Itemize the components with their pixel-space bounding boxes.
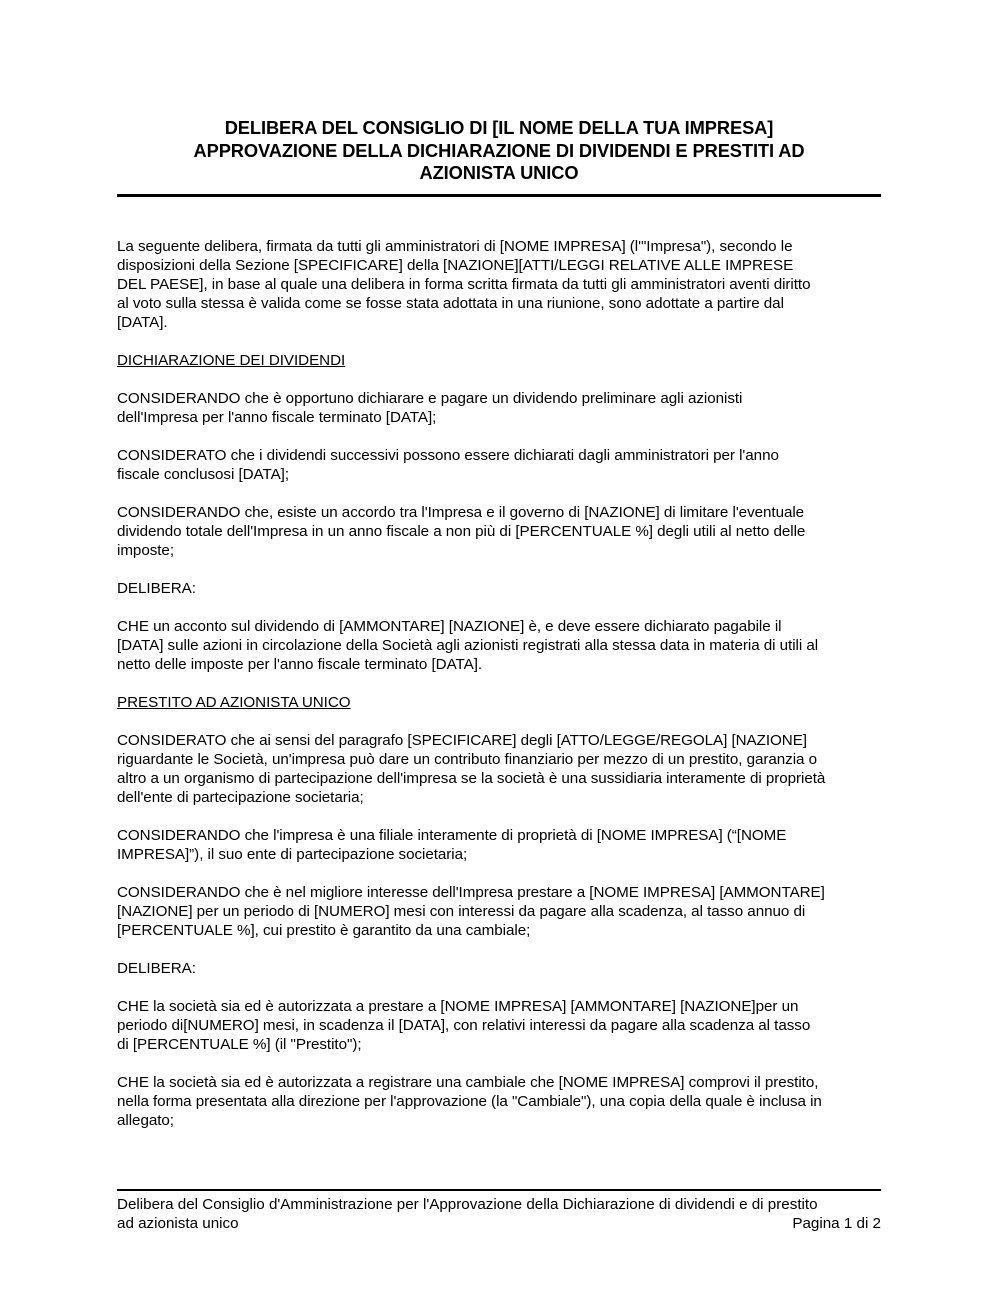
- text-line: [PERCENTUALE %], cui prestito è garantito da una cambiale;: [117, 922, 531, 939]
- text-line: [DATA] sulle azioni in circolazione della Società agli azionisti registrati alla stessa data in materia di utili al: [117, 637, 819, 654]
- document-body: [117, 237, 887, 1149]
- text-line: DELIBERA:: [117, 580, 196, 597]
- paragraph: [117, 617, 887, 674]
- text-line: dividendo totale dell'Impresa in un anno fiscale a non più di [PERCENTUALE %] degli utili al netto delle: [117, 523, 806, 540]
- text-line: CHE la società sia ed è autorizzata a registrare una cambiale che [NOME IMPRESA] comprovi il prestito,: [117, 1074, 819, 1091]
- text-line: periodo di[NUMERO] mesi, in scadenza il [DATA], con relativi interessi da pagare alla scadenza al tasso: [117, 1017, 811, 1034]
- title-divider: [117, 194, 881, 197]
- text-line: di [PERCENTUALE %] (il "Prestito");: [117, 1036, 362, 1053]
- title-line: AZIONISTA UNICO: [419, 162, 579, 183]
- text-line: CONSIDERANDO che è opportuno dichiarare e pagare un dividendo preliminare agli azionisti: [117, 390, 743, 407]
- text-line: allegato;: [117, 1112, 174, 1129]
- text-line: [DATA].: [117, 314, 168, 331]
- paragraph: [117, 237, 887, 332]
- text-line: DELIBERA:: [117, 960, 196, 977]
- text-line: PRESTITO AD AZIONISTA UNICO: [117, 694, 351, 711]
- text-line: [NAZIONE] per un periodo di [NUMERO] mesi con interessi da pagare alla scadenza, al tasso annuo di: [117, 903, 806, 920]
- footer-title: Delibera del Consiglio d'Amministrazione per l'Approvazione della Dichiarazione di dividendi e di prestito: [117, 1196, 818, 1213]
- text-line: DICHIARAZIONE DEI DIVIDENDI: [117, 352, 346, 369]
- paragraph: [117, 389, 887, 427]
- text-line: altro a un organismo di partecipazione dell'impresa se la società è una sussidiaria interamente di proprietà: [117, 770, 826, 787]
- text-line: CHE la società sia ed è autorizzata a prestare a [NOME IMPRESA] [AMMONTARE] [NAZIONE]per un: [117, 998, 799, 1015]
- text-line: CONSIDERANDO che è nel migliore interesse dell'Impresa prestare a [NOME IMPRESA] [AMMONTARE]: [117, 884, 825, 901]
- text-line: al voto sulla stessa è valida come se fosse stata adottata in una riunione, sono adottate a partire dal: [117, 295, 784, 312]
- paragraph: [117, 826, 887, 864]
- text-line: IMPRESA]”), il suo ente di partecipazione societaria;: [117, 846, 468, 863]
- section-heading: [117, 351, 887, 370]
- text-line: La seguente delibera, firmata da tutti gli amministratori di [NOME IMPRESA] (l'"Impresa"), secondo le: [117, 238, 793, 255]
- paragraph: [117, 446, 887, 484]
- paragraph: [117, 997, 887, 1054]
- footer-divider: [117, 1189, 881, 1191]
- document-title: [117, 117, 881, 185]
- text-line: CONSIDERATO che i dividendi successivi possono essere dichiarati dagli amministratori per l'anno: [117, 447, 779, 464]
- page-footer: [117, 1195, 881, 1233]
- paragraph: [117, 959, 887, 978]
- footer-title-cont: ad azionista unico: [117, 1215, 239, 1232]
- paragraph: [117, 503, 887, 560]
- title-line: APPROVAZIONE DELLA DICHIARAZIONE DI DIVIDENDI E PRESTITI AD: [193, 139, 805, 161]
- text-line: fiscale conclusosi [DATA];: [117, 466, 290, 483]
- text-line: dell'Impresa per l'anno fiscale terminato [DATA];: [117, 409, 437, 426]
- paragraph: [117, 1073, 887, 1130]
- section-heading: [117, 693, 887, 712]
- title-line: DELIBERA DEL CONSIGLIO DI [IL NOME DELLA TUA IMPRESA]: [224, 117, 774, 138]
- text-line: disposizioni della Sezione [SPECIFICARE] della [NAZIONE][ATTI/LEGGI RELATIVE ALLE IMPRESE: [117, 257, 794, 274]
- text-line: CONSIDERATO che ai sensi del paragrafo [SPECIFICARE] degli [ATTO/LEGGE/REGOLA] [NAZIONE]: [117, 732, 807, 749]
- text-line: netto delle imposte per l'anno fiscale terminato [DATA].: [117, 656, 483, 673]
- paragraph: [117, 883, 887, 940]
- text-line: dell'ente di partecipazione societaria;: [117, 789, 364, 806]
- text-line: nella forma presentata alla direzione per l'approvazione (la "Cambiale"), una copia della quale è inclusa in: [117, 1093, 822, 1110]
- paragraph: [117, 731, 887, 807]
- text-line: DEL PAESE], in base al quale una delibera in forma scritta firmata da tutti gli amministratori aventi diritto: [117, 276, 811, 293]
- text-line: CHE un acconto sul dividendo di [AMMONTARE] [NAZIONE] è, e deve essere dichiarato pagabile il: [117, 618, 782, 635]
- text-line: CONSIDERANDO che, esiste un accordo tra l'Impresa e il governo di [NAZIONE] di limitare l'eventuale: [117, 504, 805, 521]
- text-line: riguardante le Società, un'impresa può dare un contributo finanziario per mezzo di un prestito, garanzia o: [117, 751, 818, 768]
- text-line: imposte;: [117, 542, 174, 559]
- paragraph: [117, 579, 887, 598]
- page-number: Pagina 1 di 2: [792, 1215, 881, 1232]
- text-line: CONSIDERANDO che l'impresa è una filiale interamente di proprietà di [NOME IMPRESA] (“[NOME: [117, 827, 787, 844]
